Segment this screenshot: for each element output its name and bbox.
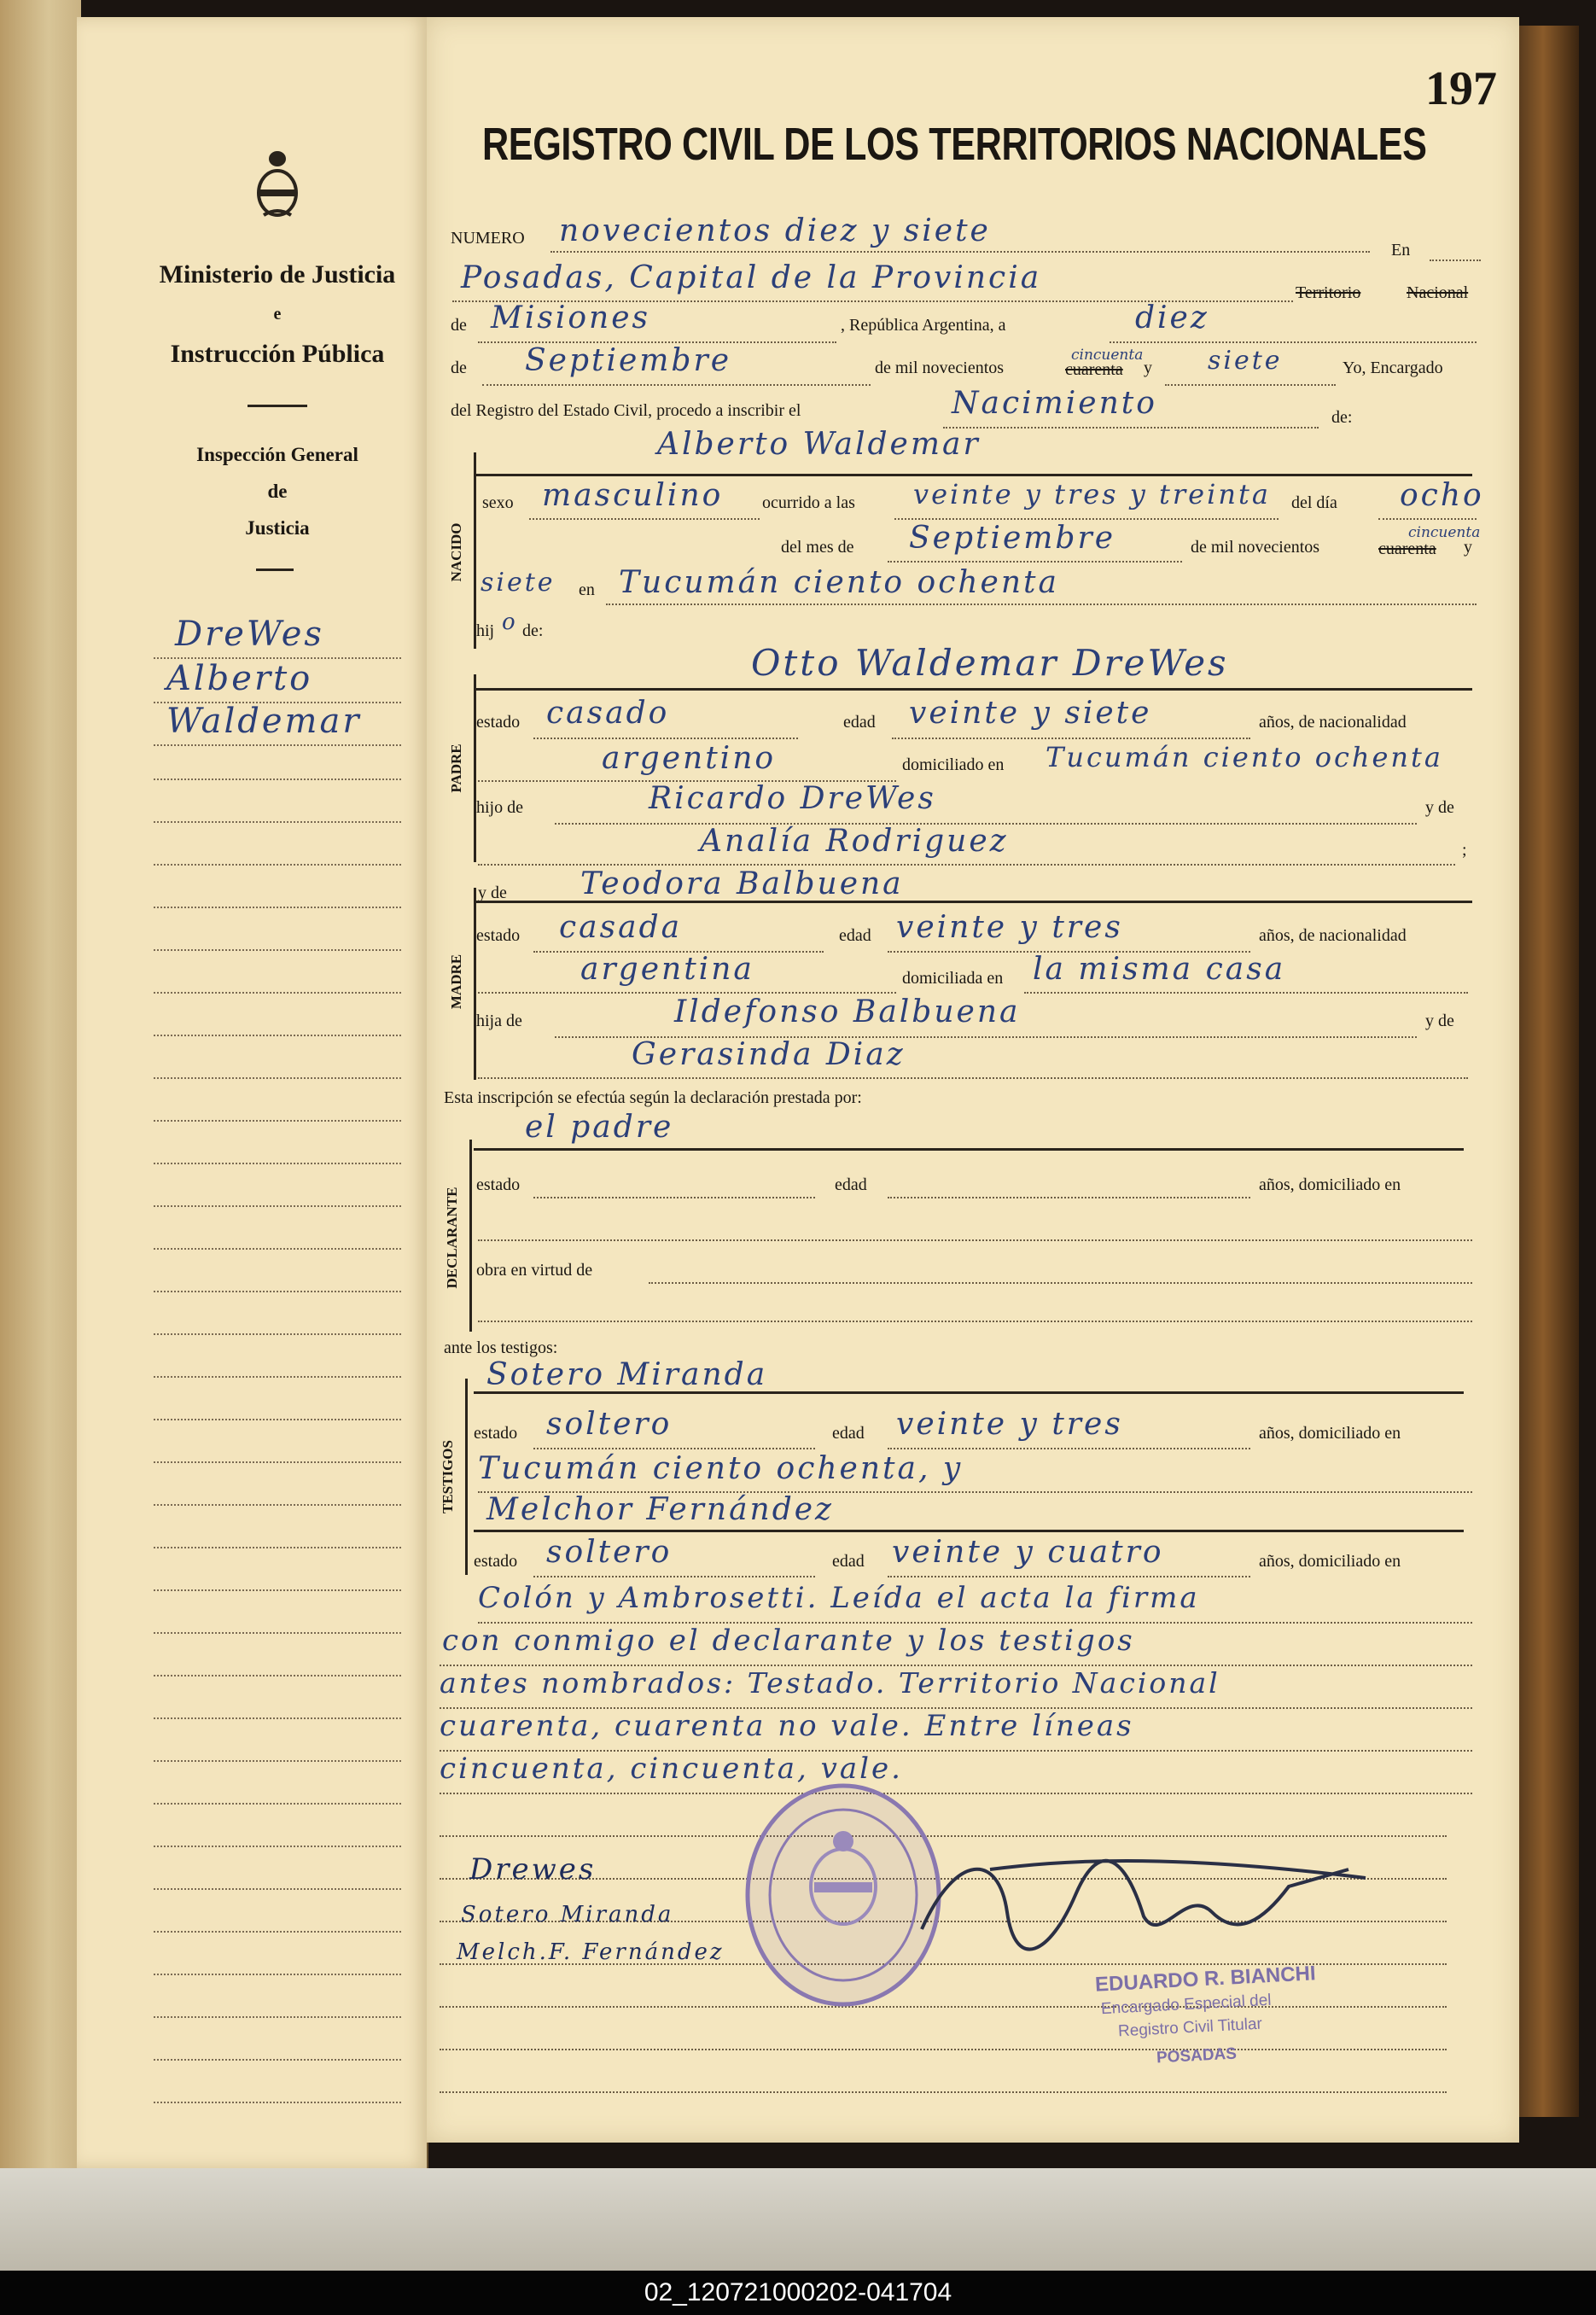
divider — [256, 569, 294, 571]
hw-declarant: el padre — [525, 1110, 674, 1145]
label-obra: obra en virtud de — [476, 1261, 593, 1280]
inspection-line1: Inspección General — [196, 444, 358, 465]
hw-witness2-name: Melchor Fernández — [486, 1492, 835, 1527]
footer-caption: 02_120721000202-041704 — [0, 2271, 1596, 2315]
label-de: de — [451, 316, 467, 335]
label-mil-nov: de mil novecientos — [1191, 538, 1320, 557]
dotted-line — [1378, 516, 1477, 520]
stamp-name: EDUARDO R. BIANCHI — [1094, 1962, 1317, 1997]
book-cover-edge — [1519, 26, 1579, 2117]
label-edad: edad — [832, 1552, 865, 1571]
hw-note-line4: cuarenta, cuarenta no vale. Entre líneas — [440, 1709, 1134, 1743]
side-label-testigos: TESTIGOS — [440, 1440, 456, 1513]
label-estado: estado — [476, 713, 521, 732]
section-rule — [474, 474, 1472, 476]
label-hija-de: hija de — [476, 1012, 522, 1030]
section-rule — [474, 1391, 1464, 1394]
dotted-line — [1110, 340, 1477, 343]
hw-witness1-status: soltero — [546, 1407, 673, 1442]
hw-father-status: casado — [546, 696, 670, 731]
section-bracket — [469, 1140, 472, 1332]
dotted-line — [478, 1076, 1468, 1079]
side-label-padre: PADRE — [448, 743, 464, 793]
hw-day: diez — [1135, 300, 1209, 335]
section-rule — [474, 1530, 1464, 1532]
label-edad: edad — [839, 926, 871, 945]
side-label-nacido: NACIDO — [448, 522, 464, 582]
margin-surname: DreWes — [175, 615, 324, 654]
ministry-e: e — [273, 305, 282, 324]
label-en: en — [579, 580, 595, 599]
hw-note-line1: Colón y Ambrosetti. Leída el acta la firma — [478, 1581, 1200, 1615]
hw-note-line3: antes nombrados: Testado. Territorio Nacional — [440, 1666, 1220, 1700]
label-domiciliado: domiciliado en — [902, 755, 1005, 774]
label-estado: estado — [476, 1175, 521, 1194]
section-bracket — [474, 674, 476, 862]
hw-record-number: novecientos diez y siete — [559, 213, 991, 248]
label-del-dia: del día — [1291, 493, 1337, 512]
label-edad: edad — [843, 713, 876, 732]
label-del-mes: del mes de — [781, 538, 854, 557]
section-rule — [474, 688, 1472, 691]
label-inscripcion: Esta inscripción se efectúa según la declaración prestada por: — [444, 1088, 862, 1107]
label-de: de — [451, 359, 467, 377]
page-title: REGISTRO CIVIL DE LOS TERRITORIOS NACIONALES — [482, 119, 1427, 170]
label-de-mil: de mil novecientos — [875, 359, 1005, 377]
ministry-line2: Instrucción Pública — [170, 340, 385, 368]
side-label-madre: MADRE — [448, 953, 464, 1010]
hw-paternal-grandfather: Ricardo DreWes — [649, 781, 936, 816]
hw-witness2-status: soltero — [546, 1535, 673, 1570]
section-bracket — [474, 452, 476, 649]
stamp-city: POSADAS — [1156, 2044, 1238, 2067]
dotted-line — [1430, 258, 1481, 261]
dotted-line — [478, 1238, 1472, 1241]
label-hijo-de: hijo de — [476, 798, 523, 817]
divider — [248, 405, 307, 407]
registrar-signature — [905, 1835, 1383, 1963]
hw-child-name: Alberto Waldemar — [657, 427, 981, 462]
label-de: de: — [522, 621, 544, 640]
dotted-line — [533, 1574, 815, 1577]
label-edad: edad — [832, 1424, 865, 1443]
book-edge — [0, 0, 81, 2185]
dotted-line — [529, 516, 760, 520]
label-y-de: y de — [478, 883, 507, 902]
label-en: En — [1391, 241, 1411, 259]
dotted-line — [606, 602, 1477, 605]
stamp-office: Registro Civil Titular — [1117, 2015, 1263, 2041]
label-estado: estado — [474, 1552, 518, 1571]
margin-given-name: Alberto — [166, 659, 313, 698]
label-anios-domiciliado: años, domiciliado en — [1259, 1424, 1401, 1443]
section-bracket — [474, 888, 476, 1080]
label-estado: estado — [474, 1424, 518, 1443]
inspection-line2: Justicia — [245, 517, 310, 539]
hw-territory: Misiones — [491, 300, 651, 335]
hw-father-name: Otto Waldemar DreWes — [751, 642, 1229, 684]
hw-witness2-age: veinte y cuatro — [892, 1535, 1164, 1570]
dotted-line — [888, 1195, 1250, 1198]
hw-act-type: Nacimiento — [952, 386, 1157, 421]
section-bracket — [465, 1379, 468, 1575]
label-y: y — [1464, 538, 1472, 557]
signature-declarant: Drewes — [469, 1852, 597, 1886]
register-page — [427, 17, 1519, 2143]
hw-birth-place: Tucumán ciento ochenta — [619, 565, 1059, 600]
hw-paternal-grandmother: Analía Rodriguez — [700, 824, 1009, 859]
label-anios-domiciliado: años, domiciliado en — [1259, 1552, 1401, 1571]
label-y-de: y de — [1425, 1012, 1454, 1030]
hw-hijo-suffix: o — [502, 609, 518, 635]
label-numero: NUMERO — [451, 229, 525, 248]
dotted-line — [550, 249, 1370, 253]
dotted-line — [888, 1446, 1250, 1449]
scanner-bed — [0, 2168, 1596, 2271]
label-registro: del Registro del Estado Civil, procedo a inscribir el — [451, 401, 801, 420]
hw-birth-day: ocho — [1400, 478, 1484, 513]
label-territorio: Territorio — [1296, 283, 1361, 302]
stamp-title: Encargado Especial del — [1100, 1991, 1273, 2019]
label-domiciliada: domiciliada en — [902, 969, 1004, 988]
hw-mother-nationality: argentina — [580, 952, 754, 987]
label-sexo: sexo — [482, 493, 514, 512]
signature-witness1: Sotero Miranda — [461, 1902, 674, 1927]
hw-year-siete: siete — [1208, 346, 1283, 376]
label-anios-domiciliado: años, domiciliado en — [1259, 1175, 1401, 1194]
label-ante-testigos: ante los testigos: — [444, 1338, 558, 1357]
dotted-line — [888, 559, 1182, 563]
label-anios-nacionalidad: años, de nacionalidad — [1259, 713, 1407, 732]
hw-cincuenta: cincuenta — [1071, 347, 1144, 364]
hw-birth-month: Septiembre — [909, 521, 1115, 556]
label-yo: Yo, Encargado — [1343, 359, 1443, 377]
section-rule — [474, 901, 1472, 903]
dotted-line — [478, 862, 1455, 866]
hw-witness1-age: veinte y tres — [896, 1407, 1123, 1442]
label-nacional: Nacional — [1407, 283, 1469, 302]
label-cuarenta: cuarenta — [1378, 539, 1436, 558]
hw-time: veinte y tres y treinta — [913, 478, 1271, 510]
hw-maternal-grandfather: Ildefonso Balbuena — [674, 994, 1021, 1029]
dotted-line — [894, 516, 1279, 520]
label-semicolon: ; — [1462, 841, 1467, 860]
hw-note-line2: con conmigo el declarante y los testigos — [442, 1624, 1135, 1658]
label-cuarenta: cuarenta — [1065, 360, 1123, 379]
hw-father-nationality: argentino — [602, 741, 777, 776]
section-rule — [474, 1148, 1464, 1151]
coat-of-arms-icon — [252, 147, 303, 224]
hw-year-siete: siete — [481, 568, 556, 598]
ministry-line1: Ministerio de Justicia — [159, 260, 396, 289]
label-de: de: — [1331, 408, 1353, 427]
hw-mother-status: casada — [559, 910, 683, 945]
dotted-line — [478, 990, 896, 994]
hw-witness1-name: Sotero Miranda — [486, 1357, 768, 1392]
hw-father-address: Tucumán ciento ochenta — [1046, 741, 1443, 773]
hw-place: Posadas, Capital de la Provincia — [461, 260, 1042, 295]
hw-month: Septiembre — [525, 343, 731, 378]
label-estado: estado — [476, 926, 521, 945]
hw-father-age: veinte y siete — [909, 696, 1152, 731]
dotted-line — [440, 1791, 1472, 1794]
dotted-line — [888, 1574, 1250, 1577]
dotted-line — [649, 1280, 1472, 1284]
dotted-line — [1165, 382, 1336, 386]
hw-note-line5: cincuenta, cincuenta, vale. — [440, 1752, 903, 1786]
dotted-line — [482, 382, 871, 386]
label-edad: edad — [835, 1175, 867, 1194]
signature-witness2: Melch.F. Fernández — [457, 1939, 725, 1965]
label-ocurrido: ocurrido a las — [762, 493, 855, 512]
dotted-line — [533, 1446, 815, 1449]
dotted-line — [533, 736, 798, 739]
label-y-de: y de — [1425, 798, 1454, 817]
dotted-line — [478, 1319, 1472, 1322]
hw-maternal-grandmother: Gerasinda Diaz — [632, 1037, 906, 1072]
hw-mother-age: veinte y tres — [896, 910, 1123, 945]
label-y: y — [1144, 359, 1152, 377]
label-republica: , República Argentina, a — [841, 316, 1006, 335]
hw-cincuenta: cincuenta — [1408, 524, 1481, 541]
hw-witness1-address: Tucumán ciento ochenta, y — [478, 1451, 964, 1486]
inspection-de: de — [267, 481, 288, 502]
hw-mother-name: Teodora Balbuena — [580, 866, 904, 901]
dotted-line — [892, 736, 1250, 739]
page-number: 197 — [1425, 62, 1497, 115]
label-anios-nacionalidad: años, de nacionalidad — [1259, 926, 1407, 945]
hw-mother-address: la misma casa — [1033, 952, 1286, 987]
label-hij: hij — [476, 621, 495, 640]
dotted-line — [533, 1195, 815, 1198]
dotted-line — [943, 425, 1319, 429]
hw-sex: masculino — [542, 478, 724, 513]
side-label-declarante: DECLARANTE — [444, 1187, 460, 1289]
margin-middle-name: Waldemar — [166, 702, 362, 741]
dotted-line — [1024, 990, 1468, 994]
